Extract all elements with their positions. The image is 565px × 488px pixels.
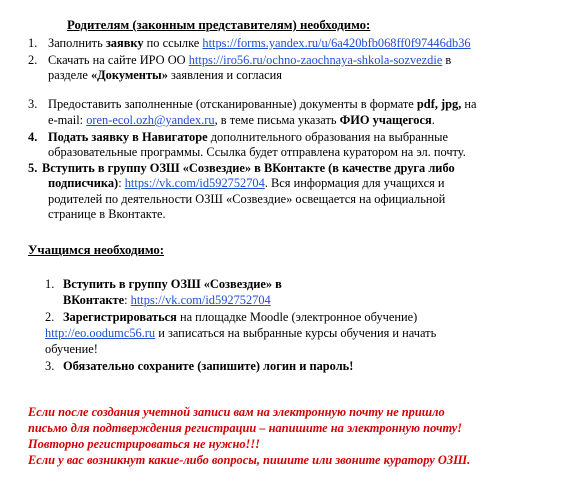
item-text: дополнительного образования на выбранные xyxy=(207,130,448,144)
item-text: разделе xyxy=(48,68,91,82)
item-text: Предоставить заполненные (отсканированные) документы в формате xyxy=(48,97,417,111)
students-item1-line2 xyxy=(63,293,271,308)
item-text: заявления и согласия xyxy=(167,68,282,82)
item-text: : xyxy=(124,293,131,307)
notice-line2: письмо для подтверждения регистрации – напишите на электронную почту! xyxy=(28,421,463,435)
item-bold-text: подписчика) xyxy=(48,176,119,190)
parents-heading: Родителям (законным представителям) необходимо: xyxy=(67,18,371,32)
item-text: и записаться на выбранные курсы обучения и начать xyxy=(155,326,437,340)
moodle-link[interactable]: http://eo.oodumc56.ru xyxy=(45,326,156,340)
item-text: : xyxy=(118,176,125,190)
item-text: e-mail: xyxy=(48,113,87,127)
item-text: , в теме письма указать xyxy=(214,113,340,127)
item-bold-text: pdf, jpg, xyxy=(416,97,462,111)
item-text: Заполнить xyxy=(48,36,106,50)
notice-line3: Повторно регистрироваться не нужно!!! xyxy=(28,437,260,451)
item-bold-text: Зарегистрироваться xyxy=(63,310,177,324)
item-text: на xyxy=(461,97,477,111)
parents-item1-number: 1. xyxy=(28,36,38,50)
parents-item5-line3: родителей по деятельности ОЗШ «Созвездие» освещается на официальной xyxy=(48,192,446,206)
students-item3-line1: Обязательно сохраните (запишите) логин и пароль! xyxy=(63,359,354,373)
parents-item5-number: 5. xyxy=(28,161,38,175)
students-item2-line1 xyxy=(63,310,417,325)
notice-line4: Если у вас возникнут какие-либо вопросы, пишите или звоните куратору ОЗШ. xyxy=(28,453,471,467)
item-bold-text: ФИО учащегося xyxy=(339,113,432,127)
item-bold-text: заявку xyxy=(105,36,144,50)
parents-item1 xyxy=(48,36,471,51)
item-text: . xyxy=(431,113,435,127)
notice-line1: Если после создания учетной записи вам на электронную почту не пришло xyxy=(28,405,445,419)
parents-item5-line1: Вступить в группу ОЗШ «Созвездие» в ВКонтакте (в качестве друга либо xyxy=(42,161,455,175)
vk-link[interactable]: https://vk.com/id592752704 xyxy=(130,293,271,307)
parents-item2-line2 xyxy=(48,68,282,83)
parents-item4-line2: образовательные программы. Ссылка будет отправлена куратором на эл. почту. xyxy=(48,145,466,159)
item-bold-text: «Документы» xyxy=(90,68,168,82)
email-link[interactable]: oren-ecol.ozh@yandex.ru xyxy=(86,113,215,127)
vk-link[interactable]: https://vk.com/id592752704 xyxy=(124,176,265,190)
item-text: Скачать на сайте ИРО ОО xyxy=(48,53,189,67)
parents-item2-number: 2. xyxy=(28,53,38,67)
parents-item3-line2 xyxy=(48,113,435,128)
item-text: на площадке Moodle (электронное обучение) xyxy=(176,310,418,324)
iro-link[interactable]: https://iro56.ru/ochno-zaochnaya-shkola-sozvezdie xyxy=(188,53,443,67)
parents-item4-number: 4. xyxy=(28,130,38,144)
students-item2-line3: обучение! xyxy=(45,342,98,356)
students-item2-line2 xyxy=(45,326,436,341)
students-heading: Учащимся необходимо: xyxy=(28,243,165,257)
students-item1-line1: Вступить в группу ОЗШ «Созвездие» в xyxy=(63,277,282,291)
parents-item4-line1 xyxy=(48,130,448,145)
forms-link[interactable]: https://forms.yandex.ru/u/6a420bfb068ff0f97446db36 xyxy=(202,36,471,50)
parents-item5-line2 xyxy=(48,176,445,191)
item-bold-text: ВКонтакте xyxy=(63,293,125,307)
parents-item5-line4: странице в Вконтакте. xyxy=(48,207,166,221)
item-text: . Вся информация для учащихся и xyxy=(264,176,445,190)
item-text: по ссылке xyxy=(143,36,203,50)
parents-item3-number: 3. xyxy=(28,97,38,111)
item-bold-text: Подать заявку в Навигаторе xyxy=(48,130,208,144)
students-item2-number: 2. xyxy=(45,310,55,324)
item-text: в xyxy=(442,53,452,67)
students-item3-number: 3. xyxy=(45,359,55,373)
students-item1-number: 1. xyxy=(45,277,55,291)
parents-item3-line1 xyxy=(48,97,477,112)
parents-item2-line1 xyxy=(48,53,451,68)
